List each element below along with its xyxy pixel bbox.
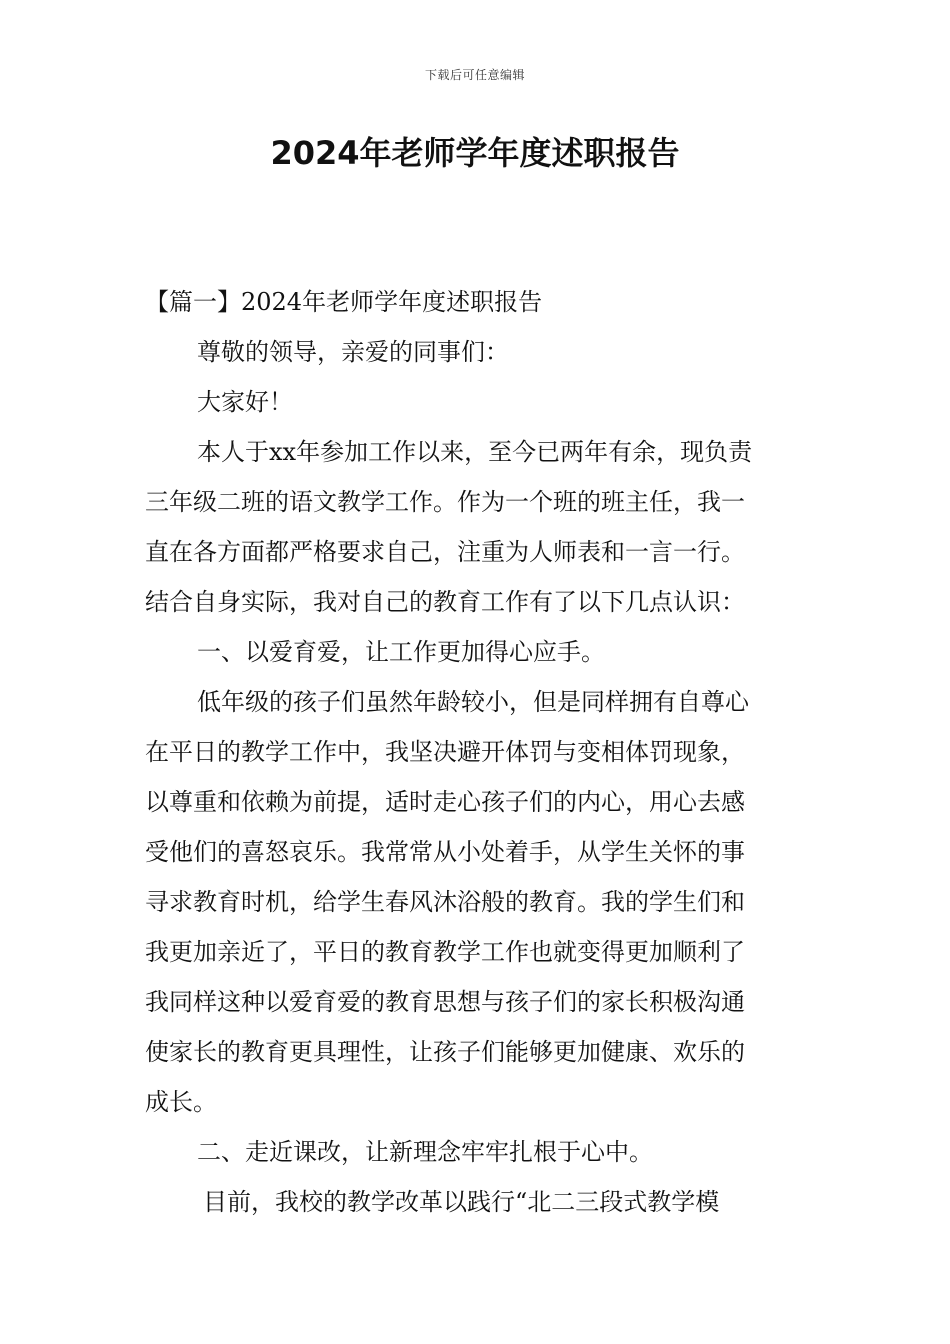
document-body [145,277,807,1227]
document-title: 2024年老师学年度述职报告 [270,134,680,172]
paragraph-line: 我更加亲近了，平日的教育教学工作也就变得更加顺利了 [145,938,745,966]
paragraph-line: 一、以爱育爱，让工作更加得心应手。 [197,638,605,666]
paragraph-line: 二、走近课改，让新理念牢牢扎根于心中。 [197,1138,653,1166]
paragraph-line: 本人于xx年参加工作以来，至今已两年有余，现负责 [197,438,753,466]
paragraph-line: 尊敬的领导，亲爱的同事们： [197,338,509,366]
paragraph-line: 使家长的教育更具理性，让孩子们能够更加健康、欢乐的 [145,1038,745,1066]
header-note: 下载后可任意编辑 [424,68,525,82]
paragraph-line: 我同样这种以爱育爱的教育思想与孩子们的家长积极沟通 [145,988,745,1016]
paragraph-line: 受他们的喜怒哀乐。我常常从小处着手，从学生关怀的事 [145,838,745,866]
paragraph-line: 【篇一】2024年老师学年度述职报告 [145,288,543,316]
paragraph-line: 目前，我校的教学改革以践行“北二三段式教学模 [203,1188,720,1216]
paragraph-line: 在平日的教学工作中，我坚决避开体罚与变相体罚现象， [145,738,745,766]
paragraph-line: 结合自身实际，我对自己的教育工作有了以下几点认识： [145,588,745,616]
paragraph-line: 寻求教育时机，给学生春风沐浴般的教育。我的学生们和 [145,888,745,916]
paragraph-line: 大家好！ [197,388,293,416]
paragraph-line: 三年级二班的语文教学工作。作为一个班的班主任，我一 [145,488,745,516]
paragraph-line: 低年级的孩子们虽然年龄较小，但是同样拥有自尊心 [197,688,749,716]
paragraph-line: 以尊重和依赖为前提，适时走心孩子们的内心，用心去感 [145,788,745,816]
paragraph-line: 直在各方面都严格要求自己，注重为人师表和一言一行。 [145,538,745,566]
paragraph-line: 成长。 [145,1088,217,1116]
